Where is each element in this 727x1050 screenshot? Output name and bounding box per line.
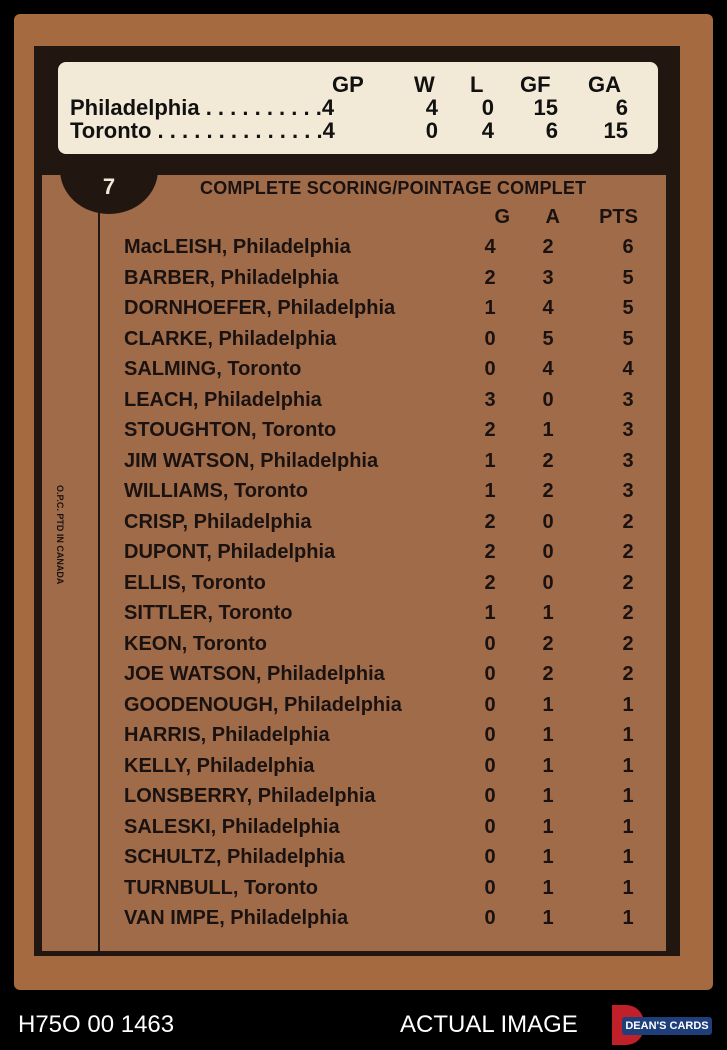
player-assists: 1 — [542, 754, 554, 777]
col-header-g: G — [494, 206, 510, 228]
player-goals: 0 — [484, 907, 496, 929]
player-row — [0, 694, 727, 724]
player-assists: 1 — [542, 876, 554, 899]
player-name: WILLIAMS, Toronto — [124, 480, 309, 502]
player-assists: 1 — [542, 419, 554, 441]
player-goals: 1 — [484, 297, 496, 319]
player-goals: 0 — [484, 632, 496, 655]
player-name: CLARKE, Philadelphia — [124, 327, 337, 350]
team-w: 0 — [425, 118, 438, 143]
card-number: 7 — [102, 174, 116, 199]
printer-credit: O.P.C. PTD IN CANADA — [55, 485, 65, 585]
player-assists: 1 — [542, 724, 554, 746]
player-row — [0, 236, 727, 266]
player-row — [0, 877, 727, 907]
player-row — [0, 297, 727, 327]
player-name: KELLY, Philadelphia — [124, 754, 315, 777]
player-goals: 0 — [484, 663, 496, 685]
player-points: 4 — [622, 358, 634, 380]
player-points: 1 — [622, 693, 634, 716]
player-points: 1 — [622, 876, 634, 899]
player-points: 6 — [622, 236, 634, 258]
player-goals: 2 — [484, 419, 496, 441]
player-row — [0, 755, 727, 785]
player-goals: 0 — [484, 876, 496, 899]
player-goals: 0 — [484, 785, 496, 807]
player-assists: 4 — [542, 358, 554, 380]
player-goals: 0 — [484, 724, 496, 746]
team-gf: 6 — [545, 118, 558, 143]
player-assists: 0 — [542, 571, 554, 594]
player-name: BARBER, Philadelphia — [124, 266, 339, 289]
player-points: 1 — [622, 846, 634, 868]
player-goals: 2 — [484, 510, 496, 533]
player-points: 1 — [622, 907, 634, 929]
player-name: SALMING, Toronto — [124, 358, 302, 380]
player-assists: 0 — [542, 388, 554, 411]
player-points: 5 — [622, 266, 634, 289]
player-assists: 1 — [542, 693, 554, 716]
player-goals: 2 — [484, 541, 496, 563]
player-goals: 0 — [484, 693, 496, 716]
team-ga: 15 — [603, 118, 628, 143]
player-name: KEON, Toronto — [124, 632, 267, 655]
player-points: 2 — [622, 632, 634, 655]
player-points: 2 — [622, 663, 634, 685]
player-row — [0, 572, 727, 602]
player-name: GOODENOUGH, Philadelphia — [124, 693, 402, 716]
player-assists: 1 — [542, 785, 554, 807]
player-points: 1 — [622, 754, 634, 777]
player-name: SCHULTZ, Philadelphia — [124, 846, 345, 868]
player-name: TURNBULL, Toronto — [124, 876, 319, 899]
inventory-code: H75O 00 1463 — [18, 1011, 175, 1038]
player-points: 1 — [622, 724, 634, 746]
player-points: 3 — [622, 388, 634, 411]
player-points: 3 — [622, 449, 634, 472]
player-points: 5 — [622, 297, 634, 319]
player-name: SITTLER, Toronto — [124, 602, 293, 624]
player-name: LONSBERRY, Philadelphia — [124, 785, 376, 807]
player-name: JOE WATSON, Philadelphia — [124, 663, 385, 685]
player-name: JIM WATSON, Philadelphia — [124, 449, 379, 472]
player-assists: 3 — [542, 266, 554, 289]
player-name: SALESKI, Philadelphia — [124, 815, 340, 838]
scoring-title: COMPLETE SCORING/POINTAGE COMPLET — [200, 178, 587, 198]
player-points: 3 — [622, 419, 634, 441]
header-gf: GF — [520, 72, 551, 97]
player-row — [0, 602, 727, 632]
player-row — [0, 450, 727, 480]
player-row — [0, 816, 727, 846]
player-points: 1 — [622, 785, 634, 807]
player-points: 5 — [622, 327, 634, 350]
player-name: DUPONT, Philadelphia — [124, 541, 336, 563]
player-row — [0, 419, 727, 449]
player-goals: 1 — [484, 449, 496, 472]
player-name: STOUGHTON, Toronto — [124, 419, 337, 441]
actual-image-label: ACTUAL IMAGE — [400, 1011, 578, 1038]
player-name: CRISP, Philadelphia — [124, 510, 312, 533]
player-goals: 4 — [484, 236, 496, 258]
player-assists: 1 — [542, 602, 554, 624]
col-header-pts: PTS — [599, 206, 638, 228]
player-goals: 1 — [484, 480, 496, 502]
player-goals: 0 — [484, 846, 496, 868]
player-assists: 1 — [542, 846, 554, 868]
team-name-philadelphia: Philadelphia . . . . . . . . . .4 — [70, 95, 335, 120]
player-assists: 1 — [542, 815, 554, 838]
player-name: HARRIS, Philadelphia — [124, 724, 330, 746]
player-name: ELLIS, Toronto — [124, 571, 266, 594]
player-row — [0, 480, 727, 510]
player-assists: 0 — [542, 510, 554, 533]
player-goals: 1 — [484, 602, 496, 624]
player-row — [0, 511, 727, 541]
header-l: L — [470, 72, 484, 97]
logo-text: DEAN'S CARDS — [622, 1017, 712, 1035]
player-row — [0, 358, 727, 388]
player-row — [0, 328, 727, 358]
player-row — [0, 633, 727, 663]
player-points: 2 — [622, 510, 634, 533]
player-goals: 2 — [484, 266, 496, 289]
player-points: 2 — [622, 541, 634, 563]
header-ga: GA — [588, 72, 621, 97]
player-goals: 0 — [484, 754, 496, 777]
player-name: MacLEISH, Philadelphia — [124, 236, 351, 258]
player-goals: 3 — [484, 388, 496, 411]
player-name: LEACH, Philadelphia — [124, 388, 322, 411]
player-assists: 1 — [542, 907, 554, 929]
player-goals: 0 — [484, 815, 496, 838]
player-row — [0, 785, 727, 815]
player-row — [0, 846, 727, 876]
player-row — [0, 907, 727, 937]
player-row — [0, 541, 727, 571]
team-l: 0 — [481, 95, 494, 120]
player-points: 2 — [622, 602, 634, 624]
player-row — [0, 724, 727, 754]
player-assists: 4 — [542, 297, 554, 319]
col-header-a: A — [545, 206, 560, 228]
player-row — [0, 267, 727, 297]
player-assists: 2 — [542, 236, 554, 258]
player-goals: 2 — [484, 571, 496, 594]
header-gp: GP — [332, 72, 364, 97]
team-w: 4 — [425, 95, 438, 120]
player-goals: 0 — [484, 327, 496, 350]
player-assists: 5 — [542, 327, 554, 350]
deans-cards-logo — [612, 1005, 712, 1045]
header-w: W — [414, 72, 435, 97]
player-points: 3 — [622, 480, 634, 502]
player-points: 2 — [622, 571, 634, 594]
player-assists: 2 — [542, 480, 554, 502]
player-goals: 0 — [484, 358, 496, 380]
team-l: 4 — [481, 118, 494, 143]
player-row — [0, 663, 727, 693]
team-gf: 15 — [533, 95, 558, 120]
player-assists: 0 — [542, 541, 554, 563]
player-assists: 2 — [542, 632, 554, 655]
team-name-toronto: Toronto . . . . . . . . . . . . . .4 — [70, 118, 335, 143]
player-row — [0, 389, 727, 419]
team-ga: 6 — [615, 95, 628, 120]
player-assists: 2 — [542, 663, 554, 685]
player-assists: 2 — [542, 449, 554, 472]
player-points: 1 — [622, 815, 634, 838]
player-name: DORNHOEFER, Philadelphia — [124, 297, 396, 319]
player-name: VAN IMPE, Philadelphia — [124, 907, 349, 929]
